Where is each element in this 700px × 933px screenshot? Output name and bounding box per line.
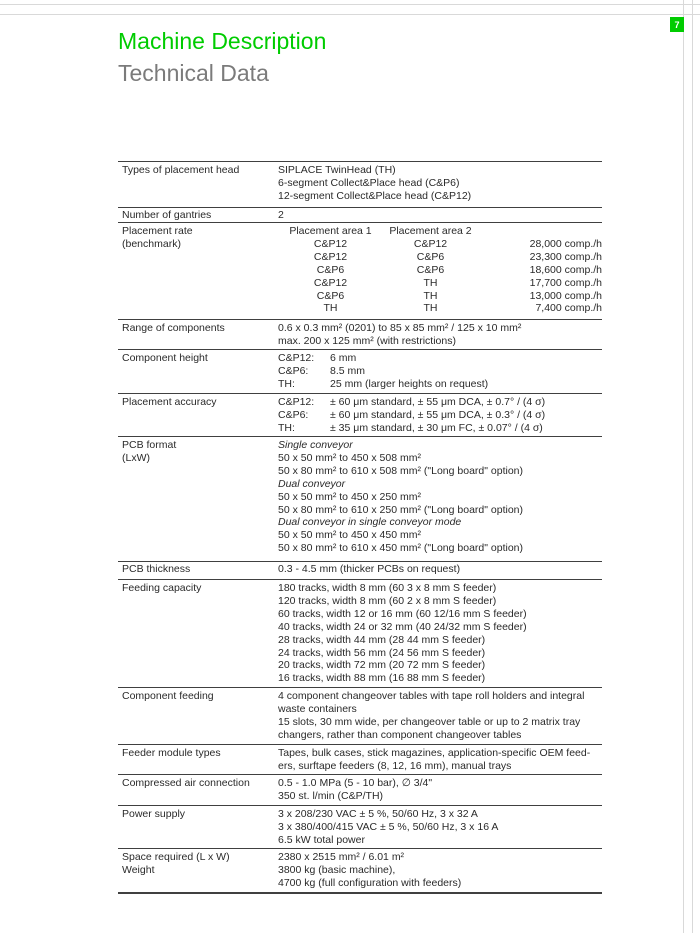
subtable-cell: TH [423, 302, 438, 315]
value-line: 50 x 50 mm² to 450 x 508 mm² [278, 451, 421, 464]
table-row-range-of-components [118, 319, 602, 349]
row-label: Compressed air connection [122, 777, 250, 789]
value-line: 6-segment Collect&Place head (C&P6) [278, 176, 460, 189]
subtable-header-row [278, 225, 602, 238]
subtable-cell: C&P12 [313, 237, 348, 250]
row-value [278, 322, 602, 349]
subtable-cell: 18,600 comp./h [529, 263, 602, 276]
technical-data-table [118, 161, 602, 894]
value-line: 60 tracks, width 12 or 16 mm (60 12/16 mm S feeder) [278, 607, 527, 620]
value-line: Tapes, bulk cases, stick magazines, application-specific OEM feed- [278, 747, 591, 759]
row-label: Range of components [122, 322, 225, 334]
row-label-line: (LxW) [122, 451, 150, 464]
table-row-placement-rate [118, 222, 602, 319]
value-line: 20 tracks, width 72 mm (20 72 mm S feeder) [278, 659, 486, 672]
subtable-cell: C&P12 [313, 250, 348, 263]
value-line: 15 slots, 30 mm wide, per changeover table or up to 2 matrix tray [278, 715, 581, 728]
value-line: 4700 kg (full configuration with feeders) [278, 876, 462, 889]
subtable-cell: 17,700 comp./h [529, 276, 602, 289]
value-line: 16 tracks, width 88 mm (16 88 mm S feeder) [278, 672, 486, 685]
row-label-line: Placement rate [122, 225, 193, 237]
table-row-component-height [118, 349, 602, 393]
value-line: 50 x 50 mm² to 450 x 450 mm² [278, 529, 421, 542]
pair-key: C&P12: [278, 396, 315, 408]
row-value [278, 396, 602, 436]
subtable-cell: TH [423, 276, 438, 289]
conveyor-group-heading: Dual conveyor [278, 477, 346, 490]
table-row-feeding-capacity [118, 579, 602, 687]
page-frame-right-line-2 [692, 0, 693, 933]
value-line: 3 x 208/230 VAC ± 5 %, 50/60 Hz, 3 x 32 A [278, 808, 478, 820]
value-line: 50 x 80 mm² to 610 x 508 mm² ("Long board" option) [278, 464, 523, 477]
row-value [278, 851, 602, 892]
table-row-number-of-gantries [118, 207, 602, 222]
subtable-cell: TH [423, 289, 438, 302]
value-line: 3800 kg (basic machine), [278, 863, 396, 876]
subtable-row [278, 302, 602, 315]
value-line: 12-segment Collect&Place head (C&P12) [278, 189, 472, 202]
pair-key: TH: [278, 421, 295, 434]
table-row-placement-accuracy [118, 393, 602, 436]
row-value [278, 747, 602, 774]
pair-line [278, 396, 602, 409]
value-line: 50 x 50 mm² to 450 x 250 mm² [278, 490, 421, 503]
subtable-header: Placement area 2 [389, 225, 472, 237]
page-frame-right-line [683, 0, 684, 933]
pair-value: 6 mm [330, 352, 357, 364]
pair-value: ± 35 μm standard, ± 30 μm FC, ± 0.07° / (4 σ) [330, 421, 543, 434]
table-row-pcb-format [118, 436, 602, 561]
row-label [118, 225, 278, 319]
pair-value: 25 mm (larger heights on request) [330, 377, 489, 390]
subtable-cell: C&P6 [316, 263, 345, 276]
row-value [278, 690, 602, 744]
pair-line [278, 422, 602, 435]
value-line: 0.5 - 1.0 MPa (5 - 10 bar), ∅ 3/4" [278, 777, 433, 789]
page-subtitle: Technical Data [118, 60, 269, 86]
table-row-feeder-module-types [118, 744, 602, 774]
row-value [278, 808, 602, 848]
table-row-compressed-air-connection [118, 774, 602, 805]
pair-key: TH: [278, 377, 295, 390]
subtable-row [278, 264, 602, 277]
value-line: 0.3 - 4.5 mm (thicker PCBs on request) [278, 563, 461, 575]
row-value [278, 582, 602, 687]
subtable-header-spacer [478, 225, 602, 238]
row-label: PCB thickness [122, 563, 191, 575]
value-line: 2 [278, 209, 284, 221]
pair-value: 8.5 mm [330, 364, 366, 377]
value-line: 0.6 x 0.3 mm² (0201) to 85 x 85 mm² / 125 x 10 mm² [278, 322, 522, 334]
row-label [118, 851, 278, 892]
subtable-cell: 7,400 comp./h [535, 302, 602, 315]
value-line: 50 x 80 mm² to 610 x 250 mm² ("Long board" option) [278, 503, 523, 516]
value-line: 6.5 kW total power [278, 833, 365, 846]
row-label: Power supply [122, 808, 186, 820]
subtable-header: Placement area 1 [289, 225, 372, 237]
value-line: 350 st. l/min (C&P/TH) [278, 789, 384, 802]
value-line: max. 200 x 125 mm² (with restrictions) [278, 334, 456, 347]
subtable-cell: C&P12 [413, 237, 448, 250]
value-line: 50 x 80 mm² to 610 x 450 mm² ("Long board" option) [278, 542, 523, 555]
subtable-row [278, 251, 602, 264]
pair-value: ± 60 μm standard, ± 55 μm DCA, ± 0.3° / (4 σ) [330, 408, 546, 421]
value-line: 24 tracks, width 56 mm (24 56 mm S feeder) [278, 646, 486, 659]
value-line: waste containers [278, 702, 357, 715]
subtable-row [278, 277, 602, 290]
table-row-types-of-placement-head [118, 161, 602, 207]
value-line: 120 tracks, width 8 mm (60 2 x 8 mm S feeder) [278, 594, 497, 607]
pair-key: C&P6: [278, 364, 309, 377]
value-line: 180 tracks, width 8 mm (60 3 x 8 mm S feeder) [278, 582, 497, 594]
row-value [278, 777, 602, 805]
value-line: 28 tracks, width 44 mm (28 44 mm S feeder) [278, 633, 486, 646]
table-row-power-supply [118, 805, 602, 848]
row-label [118, 439, 278, 561]
subtable-cell: C&P6 [416, 263, 445, 276]
row-value [278, 439, 602, 561]
row-label: Feeder module types [122, 747, 221, 759]
value-line: 4 component changeover tables with tape roll holders and integral [278, 690, 585, 702]
page-frame-top-line [0, 4, 700, 5]
subtable-row [278, 238, 602, 251]
row-label-line: (benchmark) [122, 237, 181, 250]
row-label: Types of placement head [122, 164, 240, 176]
value-line: 3 x 380/400/415 VAC ± 5 %, 50/60 Hz, 3 x 16 A [278, 820, 499, 833]
pair-key: C&P12: [278, 352, 315, 364]
row-label-line: Weight [122, 863, 155, 876]
subtable-cell: TH [323, 302, 338, 315]
subtable-cell: C&P6 [316, 289, 345, 302]
row-label-line: Space required (L x W) [122, 851, 230, 863]
row-label: Feeding capacity [122, 582, 202, 594]
page-title: Machine Description [118, 28, 327, 54]
subtable-cell: 23,300 comp./h [529, 250, 602, 263]
table-row-component-feeding [118, 687, 602, 744]
pair-key: C&P6: [278, 408, 309, 421]
subtable-cell: 28,000 comp./h [529, 237, 602, 250]
value-line: 2380 x 2515 mm² / 6.01 m² [278, 851, 405, 863]
value-line: SIPLACE TwinHead (TH) [278, 164, 396, 176]
page-frame-top-line-2 [0, 14, 700, 15]
pair-line [278, 352, 602, 365]
row-label: Number of gantries [122, 209, 212, 221]
row-label: Component height [122, 352, 208, 364]
value-line: changers, rather than component changeover tables [278, 728, 522, 741]
table-row-space-required-weight [118, 848, 602, 892]
subtable-row [278, 290, 602, 303]
subtable-cell: C&P6 [416, 250, 445, 263]
value-line: ers, surftape feeders (8, 12, 16 mm), manual trays [278, 759, 512, 772]
conveyor-group-heading: Dual conveyor in single conveyor mode [278, 516, 462, 529]
row-label-line: PCB format [122, 439, 177, 451]
page-number-badge: 7 [670, 17, 684, 32]
pair-line [278, 409, 602, 422]
row-value [278, 164, 602, 207]
subtable-cell: 13,000 comp./h [529, 289, 602, 302]
row-value [278, 225, 602, 319]
row-value [278, 563, 602, 579]
row-label: Component feeding [122, 690, 214, 702]
table-row-pcb-thickness [118, 561, 602, 579]
row-value [278, 352, 602, 393]
pair-line [278, 378, 602, 391]
value-line: 40 tracks, width 24 or 32 mm (40 24/32 mm S feeder) [278, 620, 527, 633]
subtable-cell: C&P12 [313, 276, 348, 289]
pair-value: ± 60 μm standard, ± 55 μm DCA, ± 0.7° / (4 σ) [330, 396, 546, 408]
row-label: Placement accuracy [122, 396, 217, 408]
pair-line [278, 365, 602, 378]
row-value [278, 209, 602, 222]
conveyor-group-heading: Single conveyor [278, 439, 353, 451]
